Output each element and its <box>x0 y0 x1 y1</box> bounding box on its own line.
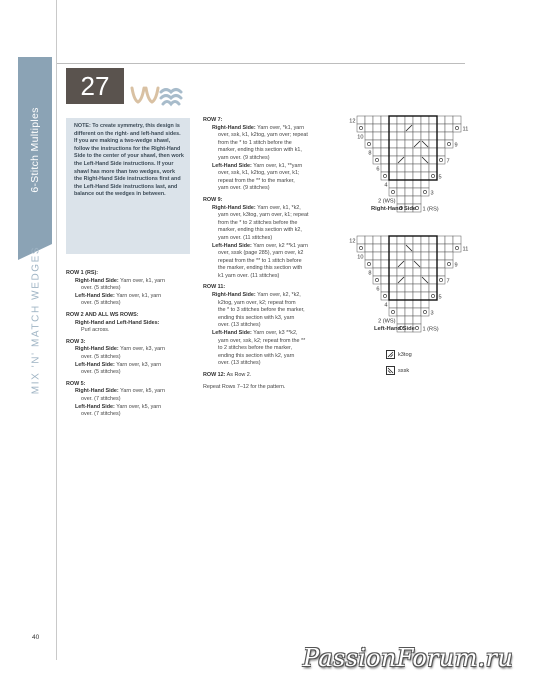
chart-cell <box>453 124 461 132</box>
chart-cell <box>413 308 421 316</box>
instruction-continuation: yarn over. (11 stitches) <box>218 234 273 241</box>
instruction-continuation: over, ssk, k1, k2tog, yarn over; repeat <box>218 132 308 139</box>
side-label: Right-Hand Side: <box>212 124 256 131</box>
instruction-text: Yarn over, k1, *k2, <box>255 204 301 211</box>
chart-cell <box>429 276 437 284</box>
chart-cell <box>429 148 437 156</box>
legend-k3tog-label: k3tog <box>398 351 412 358</box>
chart-cell <box>437 236 445 244</box>
chart-cell <box>373 140 381 148</box>
chart-cell <box>405 180 413 188</box>
instruction-continuation: over. (13 stitches) <box>218 322 261 329</box>
instruction-line <box>66 388 196 396</box>
chart-cell <box>389 148 397 156</box>
side-label: Left-Hand Side: <box>75 403 115 410</box>
instruction-text: Yarn over, k3 **k2, <box>251 330 298 337</box>
chart-cell <box>397 252 405 260</box>
instruction-text: Yarn over, k1, **yarn <box>251 162 303 169</box>
chart-row-label: 11 <box>462 126 469 133</box>
chart-cell <box>389 132 397 140</box>
chart-cell <box>421 252 429 260</box>
chart-cell <box>437 124 445 132</box>
row-heading: ROW 7: <box>203 117 223 123</box>
chart-cell <box>365 124 373 132</box>
chart-cell <box>413 156 421 164</box>
instruction-line <box>203 163 343 171</box>
page-number: 40 <box>32 634 40 641</box>
instruction-note: Repeat Rows 7–12 for the pattern. <box>203 383 286 390</box>
stitch-motif-icon <box>130 86 182 106</box>
chart-cell <box>413 196 421 204</box>
chart-cell <box>389 308 397 316</box>
chart-row-label: 10 <box>357 254 364 261</box>
chart-cell <box>437 276 445 284</box>
chart-cell <box>381 236 389 244</box>
instruction-continuation: ending this section with k3, yarn <box>218 314 295 321</box>
chart-cell <box>413 236 421 244</box>
side-label: Right-Hand Side: <box>212 292 256 299</box>
header-rule <box>57 63 465 64</box>
row-heading: ROW 9: <box>203 196 223 203</box>
instruction-text: Yarn over, k3, yarn <box>114 361 162 368</box>
chart-cell <box>421 164 429 172</box>
chart-cell <box>429 292 437 300</box>
chart-cell <box>389 276 397 284</box>
instruction-line <box>66 362 196 370</box>
row-heading: ROW 1 (RS): <box>66 270 99 276</box>
chart-cell <box>381 260 389 268</box>
chart-row-label: 2 (WS) <box>378 318 396 325</box>
chart-cell <box>445 244 453 252</box>
instruction-continuation: over. (5 stitches) <box>81 285 121 292</box>
row-heading-text: As Row 2. <box>225 372 252 378</box>
instructions-column-2 <box>203 113 343 391</box>
chart-cell <box>429 124 437 132</box>
instruction-line <box>66 346 196 354</box>
instruction-continuation: over. (13 stitches) <box>218 360 261 367</box>
instruction-text: Yarn over, k2, *k2, <box>255 292 301 299</box>
chart-cell <box>445 260 453 268</box>
instruction-text: Yarn over, k2 **k1 yarn <box>251 242 308 249</box>
instruction-line <box>66 293 196 301</box>
chart-cell <box>373 124 381 132</box>
chart-cell <box>389 172 397 180</box>
note-box <box>66 118 190 254</box>
chart-cell <box>373 156 381 164</box>
legend-sssk <box>386 366 409 375</box>
chart-cell <box>373 260 381 268</box>
chart-row-label: 1 (RS) <box>422 326 439 333</box>
chapter-title: MIX 'N' MATCH WEDGES <box>30 245 42 395</box>
chart-cell <box>405 308 413 316</box>
chart-cell <box>405 252 413 260</box>
instruction-line <box>203 330 343 338</box>
chart-cell <box>421 148 429 156</box>
chart-cell <box>445 236 453 244</box>
chart-row-label: 12 <box>349 118 356 125</box>
instructions-column-1 <box>66 266 196 419</box>
chart-cell <box>405 292 413 300</box>
chart-cell <box>381 116 389 124</box>
chart-cell <box>445 116 453 124</box>
chart-row-label: 9 <box>454 142 458 149</box>
chart-cell <box>397 132 405 140</box>
chart-cell <box>445 140 453 148</box>
chart-cell <box>397 148 405 156</box>
instruction-continuation: ending this section with k2, yarn <box>218 352 295 359</box>
chart-cell <box>397 292 405 300</box>
instruction-continuation: over, ssk, k1, k2tog, yarn over, k1; <box>218 170 300 177</box>
chart-cell <box>397 140 405 148</box>
chart-cell <box>437 244 445 252</box>
instruction-continuation: repeat from the ** to the marker, <box>218 177 295 184</box>
chart-cell <box>389 156 397 164</box>
chart-cell <box>365 116 373 124</box>
legend-sssk-label: sssk <box>398 367 410 374</box>
chart-cell <box>437 260 445 268</box>
chart-cell <box>453 236 461 244</box>
chart-cell <box>389 268 397 276</box>
instruction-continuation: k2tog, yarn over, k2; repeat from <box>218 299 296 306</box>
chart-cell <box>421 116 429 124</box>
side-label: Left-Hand Side: <box>212 330 252 337</box>
chart-cell <box>405 148 413 156</box>
chart-cell <box>429 244 437 252</box>
chart-row-label: 5 <box>438 294 442 301</box>
instruction-continuation: marker, ending this section with k1, <box>218 147 302 154</box>
chart-left-title: Left-Hand Side <box>374 326 415 332</box>
chart-row-label: 8 <box>368 150 372 157</box>
chart-cell <box>405 268 413 276</box>
chart-cell <box>397 172 405 180</box>
instruction-line <box>66 278 196 286</box>
chart-cell <box>357 116 365 124</box>
instruction-continuation: yarn over, ssk, k2; repeat from the ** <box>218 337 306 344</box>
chart-cell <box>389 300 397 308</box>
chart-cell <box>381 148 389 156</box>
chart-cell <box>397 164 405 172</box>
chart-cell <box>397 188 405 196</box>
chart-cell <box>381 252 389 260</box>
chart-cell <box>421 292 429 300</box>
chart-row-label: 7 <box>446 158 450 165</box>
instruction-continuation: marker, ending this section with k2, <box>218 227 302 234</box>
chart-cell <box>381 156 389 164</box>
chart-cell <box>381 124 389 132</box>
chart-row-label: 3 <box>430 310 434 317</box>
chart-cell <box>397 236 405 244</box>
instruction-continuation: from the * to 1 stitch before the <box>218 139 292 146</box>
chart-cell <box>429 164 437 172</box>
instruction-continuation: repeat from the ** to 1 stitch before <box>218 257 302 264</box>
chart-cell <box>421 308 429 316</box>
side-label: Left-Hand Side: <box>212 242 252 249</box>
chart-row-label: 7 <box>446 278 450 285</box>
chart-cell <box>413 284 421 292</box>
chart-cell <box>453 244 461 252</box>
instruction-text: Yarn over, k1, yarn <box>114 292 162 299</box>
instruction-text: Yarn over, k5, yarn <box>118 388 165 395</box>
chart-cell <box>365 132 373 140</box>
chart-cell <box>397 180 405 188</box>
chart-cell <box>389 124 397 132</box>
chart-cell <box>381 284 389 292</box>
chart-cell <box>429 116 437 124</box>
chart-cell <box>413 276 421 284</box>
chart-cell <box>373 276 381 284</box>
chart-cell <box>389 284 397 292</box>
chart-row-label: 5 <box>438 174 442 181</box>
chart-row-label: 8 <box>368 270 372 277</box>
side-label: Right-Hand Side: <box>75 346 119 353</box>
chart-cell <box>357 124 365 132</box>
chart-cell <box>373 132 381 140</box>
chart-cell <box>421 236 429 244</box>
chart-cell <box>413 148 421 156</box>
chart-cell <box>397 316 405 324</box>
page-edge-rule <box>56 0 57 660</box>
chart-cell <box>429 284 437 292</box>
chart-cell <box>413 124 421 132</box>
chart-cell <box>381 172 389 180</box>
instruction-text: Yarn over, k1, yarn <box>118 277 165 284</box>
chart-cell <box>373 148 381 156</box>
chart-cell <box>413 172 421 180</box>
chart-cell <box>405 164 413 172</box>
chart-cell <box>413 188 421 196</box>
section-tab-label: 6-Stitch Multiples <box>29 107 41 193</box>
instruction-line <box>66 320 196 328</box>
chart-cell <box>405 276 413 284</box>
chart-cell <box>397 300 405 308</box>
chart-cell <box>365 244 373 252</box>
chart-cell <box>445 132 453 140</box>
instruction-continuation: yarn over. (9 stitches) <box>218 154 270 161</box>
side-label: Left-Hand Side: <box>212 162 252 169</box>
chart-cell <box>429 172 437 180</box>
instruction-continuation: from the * to 2 stitches before the <box>218 219 298 226</box>
chart-cell <box>389 244 397 252</box>
instruction-text: Yarn over, k5, yarn <box>114 403 162 410</box>
chart-cell <box>397 268 405 276</box>
chart-cell <box>381 140 389 148</box>
side-label: Right-Hand Side: <box>75 277 119 284</box>
chart-row-label: 9 <box>454 262 458 269</box>
chart-row-label: 4 <box>384 182 388 189</box>
side-label: Right-Hand and Left-Hand Sides: <box>75 319 160 326</box>
chart-cell <box>389 292 397 300</box>
row-heading <box>203 372 343 380</box>
chart-cell <box>405 300 413 308</box>
chart-cell <box>381 164 389 172</box>
chart-cell <box>365 260 373 268</box>
chart-row-label: 10 <box>357 134 364 141</box>
instruction-line <box>203 243 343 251</box>
side-label: Left-Hand Side: <box>75 361 115 368</box>
chart-cell <box>429 236 437 244</box>
instruction-continuation: over, sssk (page 285), yarn over, k2 <box>218 250 304 257</box>
side-label: Right-Hand Side: <box>212 204 256 211</box>
chart-row-label: 6 <box>376 286 380 293</box>
instruction-line <box>66 404 196 412</box>
chart-cell <box>421 132 429 140</box>
instruction-continuation: Purl across. <box>81 327 110 334</box>
chart-cell <box>421 188 429 196</box>
instruction-line <box>203 292 343 300</box>
watermark: PassionForum.ru <box>303 644 514 672</box>
chart-cell <box>437 140 445 148</box>
chart-row-label: 2 (WS) <box>378 198 396 205</box>
chart-cell <box>389 252 397 260</box>
chart-row-label: 12 <box>349 238 356 245</box>
chart-cell <box>405 284 413 292</box>
chart-cell <box>429 132 437 140</box>
chart-cell <box>413 316 421 324</box>
instruction-line <box>203 125 343 133</box>
chart-cell <box>405 236 413 244</box>
side-label: Right-Hand Side: <box>75 388 119 395</box>
chart-cell <box>373 116 381 124</box>
instruction-continuation: over. (7 stitches) <box>81 395 121 402</box>
chart-cell <box>413 252 421 260</box>
chart-cell <box>421 124 429 132</box>
chart-cell <box>373 268 381 276</box>
chart-cell <box>453 116 461 124</box>
chart-cell <box>381 292 389 300</box>
chart-cell <box>373 252 381 260</box>
chart-cell <box>429 252 437 260</box>
instruction-continuation: yarn over, k3tog, yarn over, k1; repeat <box>218 212 309 219</box>
chart-cell <box>437 252 445 260</box>
chart-cell <box>429 156 437 164</box>
side-label: Left-Hand Side: <box>75 292 115 299</box>
instruction-continuation: k1 yarn over. (11 stitches) <box>218 272 280 279</box>
chart-row-label: 1 (RS) <box>422 206 439 213</box>
chart-cell <box>445 252 453 260</box>
chart-cell <box>397 308 405 316</box>
chart-cell <box>373 236 381 244</box>
chart-cell <box>405 156 413 164</box>
chart-cell <box>365 236 373 244</box>
chart-cell <box>421 244 429 252</box>
chart-cell <box>437 132 445 140</box>
instruction-text: Yarn over, k3, yarn <box>118 346 165 353</box>
row-heading: ROW 5: <box>66 380 86 387</box>
k3tog-symbol-icon <box>386 350 395 359</box>
chart-cell <box>413 292 421 300</box>
chart-cell <box>397 124 405 132</box>
chart-cell <box>421 172 429 180</box>
chart-cell <box>397 196 405 204</box>
chart-cell <box>421 268 429 276</box>
chart-cell <box>389 116 397 124</box>
chart-right-title: Right-Hand Side <box>371 206 417 212</box>
instruction-continuation: yarn over. (9 stitches) <box>218 185 270 192</box>
chart-cell <box>389 260 397 268</box>
instruction-line <box>203 205 343 213</box>
chart-cell <box>405 132 413 140</box>
chart-cell <box>405 188 413 196</box>
instruction-continuation: over. (5 stitches) <box>81 369 121 376</box>
chart-cell <box>429 140 437 148</box>
chart-cell <box>429 268 437 276</box>
chart-cell <box>413 132 421 140</box>
chart-cell <box>405 140 413 148</box>
note-text: NOTE: To create symmetry, this design is different on the right- and left-hand sides. If you are making a two-wedge shawl, follow the instructions for the Right-Hand Side to the center of your shawl, then work the Left-Hand Side instructions. If your shawl has more than two wedges, work the Right-Hand Side instructions first and the Left-Hand Side instructions last, and balance out the wedges in between. <box>74 123 184 198</box>
chart-cell <box>413 244 421 252</box>
chart-cell <box>405 196 413 204</box>
instruction-continuation: over. (5 stitches) <box>81 300 121 307</box>
chart-cell <box>373 244 381 252</box>
chart-cell <box>357 244 365 252</box>
chart-cell <box>421 180 429 188</box>
chart-cell <box>421 284 429 292</box>
chart-row-label: 3 <box>430 190 434 197</box>
chart-cell <box>429 260 437 268</box>
chart-cell <box>405 260 413 268</box>
instruction-continuation: the * to 3 stitches before the marker, <box>218 307 305 314</box>
instruction-text: Yarn over, *k1, yarn <box>255 124 305 131</box>
chart-cell <box>389 236 397 244</box>
chart-cell <box>437 148 445 156</box>
chart-row-label: 11 <box>462 246 469 253</box>
chart-cell <box>437 116 445 124</box>
chart-cell <box>389 140 397 148</box>
chart-cell <box>357 236 365 244</box>
chart-cell <box>365 252 373 260</box>
chart-cell <box>381 276 389 284</box>
row-heading-label: ROW 12: <box>203 372 226 378</box>
row-heading: ROW 3: <box>66 338 86 345</box>
chart-cell <box>413 268 421 276</box>
chart-cell <box>397 244 405 252</box>
chart-cell <box>413 300 421 308</box>
chart-cell <box>397 116 405 124</box>
chart-cell <box>381 268 389 276</box>
chart-cell <box>389 164 397 172</box>
chart-cell <box>413 116 421 124</box>
chart-cell <box>405 172 413 180</box>
chart-cell <box>421 260 429 268</box>
chart-cell <box>381 244 389 252</box>
instruction-continuation: to 2 stitches before the marker, <box>218 345 293 352</box>
sssk-symbol-icon <box>386 366 395 375</box>
chart-cell <box>413 164 421 172</box>
chart-cell <box>397 284 405 292</box>
chart-cell <box>421 300 429 308</box>
instruction-continuation: the marker, ending this section with <box>218 265 303 272</box>
chart-cell <box>389 188 397 196</box>
legend-k3tog <box>386 350 412 359</box>
chart-cell <box>437 156 445 164</box>
row-heading: ROW 11: <box>203 284 226 291</box>
chart-cell <box>405 316 413 324</box>
row-heading: ROW 2 AND ALL WS ROWS: <box>66 311 139 318</box>
chart-cell <box>365 140 373 148</box>
chart-row-label: 6 <box>376 166 380 173</box>
chart-row-label: 4 <box>384 302 388 309</box>
chart-cell <box>445 124 453 132</box>
chart-cell <box>389 180 397 188</box>
instruction-continuation: over. (7 stitches) <box>81 411 121 418</box>
instruction-continuation: over. (5 stitches) <box>81 353 121 360</box>
pattern-number: 27 <box>66 68 124 104</box>
chart-cell <box>437 268 445 276</box>
chart-cell <box>413 180 421 188</box>
chart-cell <box>381 132 389 140</box>
chart-cell <box>405 116 413 124</box>
